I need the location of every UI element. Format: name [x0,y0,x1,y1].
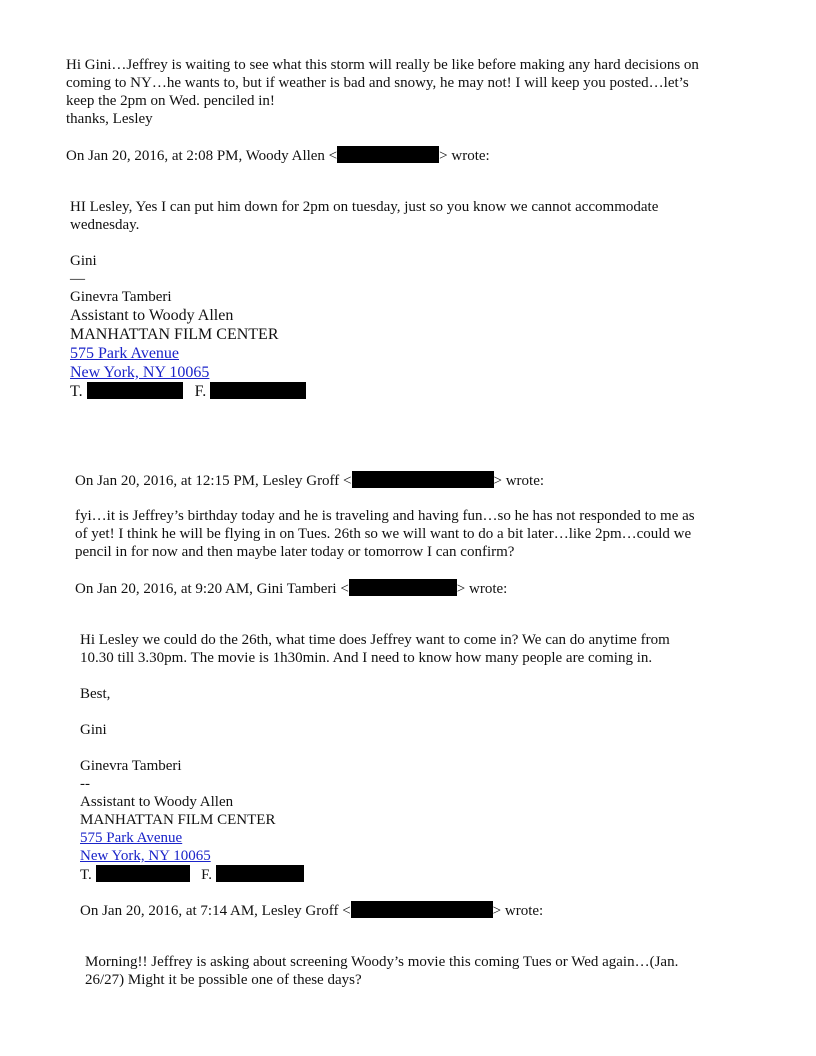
email3-body [75,507,695,561]
email1-signoff: thanks, Lesley [66,111,153,127]
email4-closing: Best, [80,686,111,702]
signature-title: Assistant to Woody Allen [80,794,234,810]
email2-line-1: HI Lesley, Yes I can put him down for 2pm on tuesday, just so you know we cannot accommodate [70,199,659,215]
email5-body [85,953,678,989]
email2-dash: — [70,271,85,287]
signature-phone-fax [70,382,306,401]
signature-company: MANHATTAN FILM CENTER [80,812,276,828]
email4-signature [80,757,304,884]
redacted-email [337,146,439,163]
email5-quote-header [80,901,543,920]
redacted-fax [216,865,304,882]
email4-quote-header [75,579,507,598]
quote-header-prefix: On Jan 20, 2016, at 2:08 PM, Woody Allen < [66,148,338,164]
email3-line-3: pencil in for now and then maybe later today or tomorrow I can confirm? [75,544,515,560]
redacted-phone [87,382,183,399]
email5-line-2: 26/27) Might it be possible one of these days? [85,972,362,988]
email3-line-1: fyi…it is Jeffrey’s birthday today and he is traveling and having fun…so he has not responded to me as [75,508,695,524]
email4-line-2: 10.30 till 3.30pm. The movie is 1h30min. And I need to know how many people are coming in. [80,650,653,666]
redacted-email [352,471,494,488]
signature-name: Ginevra Tamberi [70,289,172,305]
quote-header-suffix: > wrote: [439,148,490,164]
fax-label: F. [194,383,207,400]
address-link-street[interactable]: 575 Park Avenue [70,345,180,362]
email1-line-2: coming to NY…he wants to, but if weather is bad and snowy, he may not! I will keep you posted…let’s [66,75,689,91]
tel-label: T. [70,383,83,400]
address-link-city[interactable]: New York, NY 10065 [80,848,211,864]
redacted-email [349,579,457,596]
redacted-phone [96,865,190,882]
redacted-email [351,901,493,918]
signature-dash: -- [80,776,90,792]
email4-body [80,631,670,667]
address-link-street[interactable]: 575 Park Avenue [80,830,183,846]
quote-header-prefix: On Jan 20, 2016, at 12:15 PM, Lesley Groff < [75,473,352,489]
email1-line-3: keep the 2pm on Wed. penciled in! [66,93,275,109]
signature-name: Ginevra Tamberi [80,758,182,774]
quote-header-suffix: > wrote: [493,473,545,489]
email2-body [70,198,658,234]
quote-header-suffix: > wrote: [456,581,508,597]
address-link-city[interactable]: New York, NY 10065 [70,364,210,381]
email3-line-2: of yet! I think he will be flying in on Tues. 26th so we will want to do a bit later…like 2pm…could we [75,526,692,542]
email3-quote-header [75,471,544,490]
signature-company: MANHATTAN FILM CENTER [70,326,279,343]
email4-greeting-name: Gini [80,722,107,738]
redacted-fax [210,382,306,399]
email2-line-2: wednesday. [70,217,140,233]
quote-header-prefix: On Jan 20, 2016, at 7:14 AM, Lesley Groff < [80,903,351,919]
quote-header-suffix: > wrote: [492,903,544,919]
email2-greeting-name: Gini [70,253,97,269]
email2-signature [70,288,306,401]
fax-label: F. [201,867,212,883]
signature-title: Assistant to Woody Allen [70,307,234,324]
email1-line-1: Hi Gini…Jeffrey is waiting to see what this storm will really be like before making any hard decisions on [66,57,699,73]
email1-body [66,56,699,128]
email1-quote-header [66,146,490,165]
tel-label: T. [80,867,92,883]
quote-header-prefix: On Jan 20, 2016, at 9:20 AM, Gini Tamberi < [75,581,349,597]
signature-phone-fax [80,865,304,884]
email4-line-1: Hi Lesley we could do the 26th, what time does Jeffrey want to come in? We can do anytime from [80,632,670,648]
email5-line-1: Morning!! Jeffrey is asking about screening Woody’s movie this coming Tues or Wed again…(Jan. [85,954,679,970]
